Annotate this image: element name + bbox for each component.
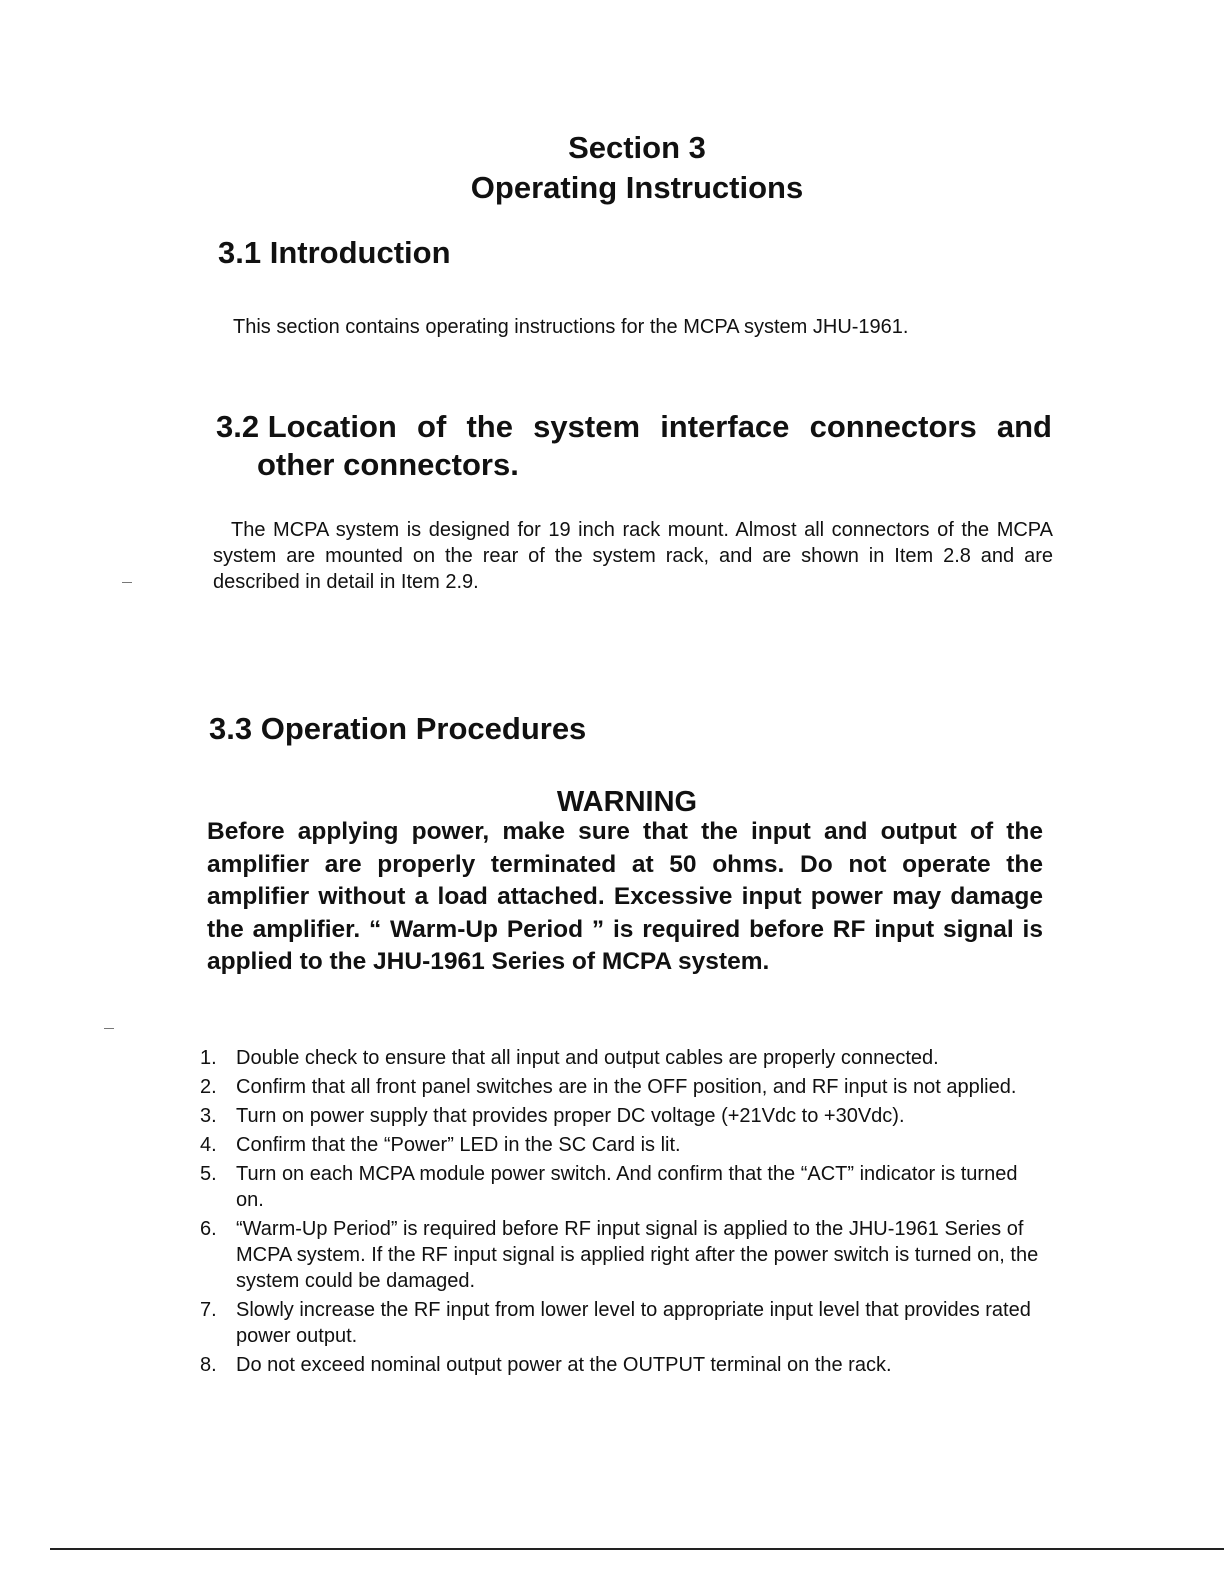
step-text: Confirm that the “Power” LED in the SC Card is lit.: [236, 1134, 681, 1156]
list-item: [200, 1132, 1040, 1158]
list-item: [200, 1045, 1040, 1071]
margin-mark: [104, 1028, 114, 1029]
step-number: 2.: [200, 1076, 217, 1098]
warning-text: Before applying power, make sure that the input and output of the amplifier are properly terminated at 50 ohms. Do not operate the amplifier without a load attached. Excessive input power may damage the amplifier. “ Warm-Up Period ” is required before RF input signal is applied to the JHU-1961 Series of MCPA system.: [207, 818, 1043, 975]
section-heading: [0, 128, 1224, 208]
step-number: 6.: [200, 1218, 217, 1240]
heading-word: and: [996, 409, 1052, 444]
step-number: 4.: [200, 1134, 217, 1156]
list-item: [200, 1103, 1040, 1129]
heading-location-line2: other connectors.: [257, 447, 519, 482]
location-paragraph: The MCPA system is designed for 19 inch rack mount. Almost all connectors of the MCPA system are mounted on the rear of the system rack, and are shown in Item 2.8 and are described in detail in Item 2.9.: [213, 519, 1053, 593]
section-number: Section 3: [568, 130, 706, 165]
step-number: 8.: [200, 1354, 217, 1376]
heading-location-connectors: [216, 408, 1052, 484]
section-title: Operating Instructions: [470, 170, 804, 205]
step-text: “Warm-Up Period” is required before RF input signal is applied to the JHU-1961 Series of MCPA system. If the RF input signal is applied right after the power switch is turned on, the system could be damaged.: [236, 1218, 1039, 1292]
heading-word: 3.2 Location: [216, 409, 397, 444]
heading-word: system: [533, 409, 641, 444]
step-text: Confirm that all front panel switches are in the OFF position, and RF input is not applied.: [236, 1076, 1017, 1098]
heading-word: interface: [660, 409, 790, 444]
step-number: 1.: [200, 1047, 217, 1069]
list-item: [200, 1161, 1040, 1213]
step-number: 3.: [200, 1105, 217, 1127]
list-item: [200, 1297, 1040, 1349]
heading-word: connectors: [809, 409, 977, 444]
procedure-steps-list: [200, 1045, 1040, 1381]
step-text: Turn on each MCPA module power switch. And confirm that the “ACT” indicator is turned on.: [236, 1163, 1018, 1211]
list-item: [200, 1216, 1040, 1294]
footer-rule: [50, 1548, 1224, 1550]
step-text: Double check to ensure that all input and output cables are properly connected.: [236, 1047, 939, 1069]
step-text: Turn on power supply that provides proper DC voltage (+21Vdc to +30Vdc).: [236, 1105, 905, 1127]
heading-operation-procedures: 3.3 Operation Procedures: [209, 711, 587, 746]
step-text: Slowly increase the RF input from lower level to appropriate input level that provides rated power output.: [236, 1299, 1031, 1347]
step-number: 5.: [200, 1163, 217, 1185]
heading-word: of: [417, 409, 447, 444]
heading-introduction: 3.1 Introduction: [218, 235, 451, 270]
step-text: Do not exceed nominal output power at the OUTPUT terminal on the rack.: [236, 1354, 892, 1376]
list-item: [200, 1352, 1040, 1378]
margin-mark: [122, 582, 132, 583]
step-number: 7.: [200, 1299, 217, 1321]
introduction-paragraph: This section contains operating instructions for the MCPA system JHU-1961.: [233, 316, 909, 338]
heading-location-line1: [216, 408, 1052, 446]
warning-title: WARNING: [556, 786, 698, 818]
heading-word: the: [466, 409, 513, 444]
list-item: [200, 1074, 1040, 1100]
